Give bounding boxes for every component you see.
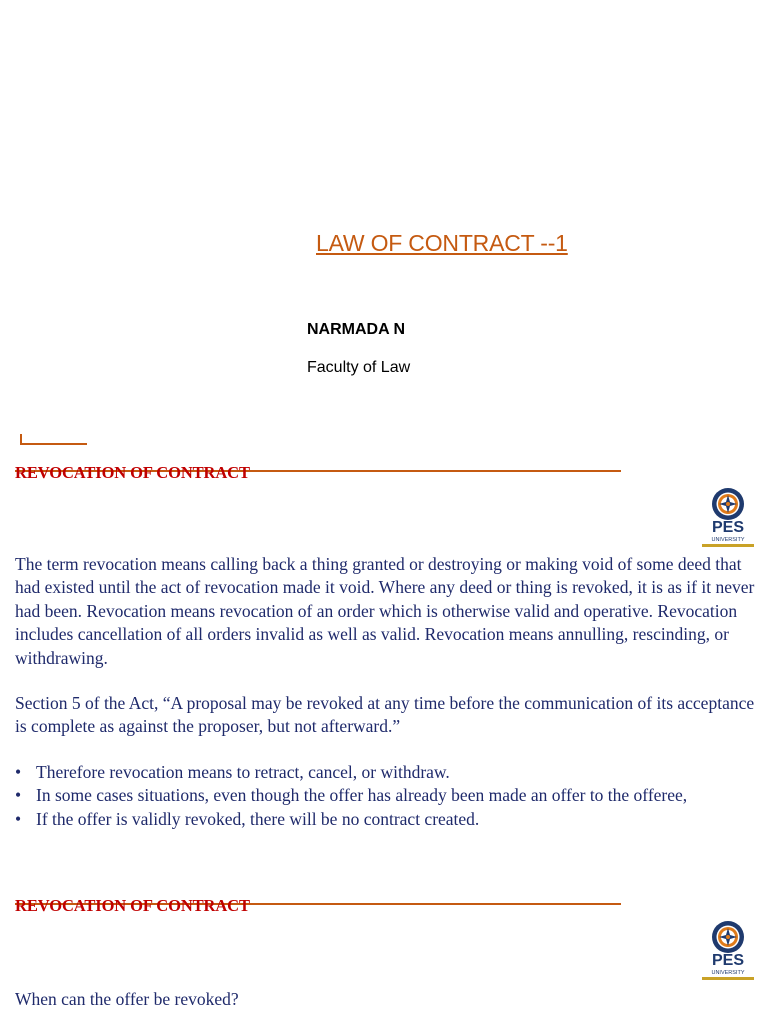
pes-university-logo bbox=[699, 920, 757, 988]
question-text: When can the offer be revoked? bbox=[15, 989, 239, 1009]
pes-university-logo bbox=[699, 487, 757, 555]
list-item: • Therefore revocation means to retract, cancel, or withdraw. bbox=[15, 761, 755, 784]
author-name: NARMADA N bbox=[307, 321, 406, 338]
logo-subtext: UNIVERSITY bbox=[711, 537, 745, 543]
list-item: • In some cases situations, even though the offer has already been made an offer to the offeree, bbox=[15, 784, 755, 807]
logo-subtext: UNIVERSITY bbox=[711, 970, 745, 976]
department-name: Faculty of Law bbox=[307, 359, 411, 376]
logo-wordmark: PES bbox=[711, 519, 745, 536]
paragraph-definition: The term revocation means calling back a thing granted or destroying or making void of some deed that had existed until the act of revocation made it void. Where any deed or thing is revoked, it is as if it never had been. Revocation means revocation of an order which is otherwise valid and operative. Revocation includes cancellation of all orders invalid as well as valid. Revocation means annulling, rescinding, or withdrawing. bbox=[15, 554, 755, 668]
list-item: • If the offer is validly revoked, there will be no contract created. bbox=[15, 808, 755, 831]
section-heading: REVOCATION OF CONTRACT bbox=[15, 896, 250, 915]
logo-wordmark: PES bbox=[711, 952, 745, 969]
bullet-list bbox=[15, 761, 755, 831]
paragraph-section5: Section 5 of the Act, “A proposal may be revoked at any time before the communication of its acceptance is complete as against the proposer, but not afterward.” bbox=[15, 693, 755, 737]
section-heading: REVOCATION OF CONTRACT bbox=[15, 463, 250, 482]
corner-mark-horizontal bbox=[20, 443, 87, 445]
slide-title: LAW OF CONTRACT --1 bbox=[316, 230, 568, 256]
